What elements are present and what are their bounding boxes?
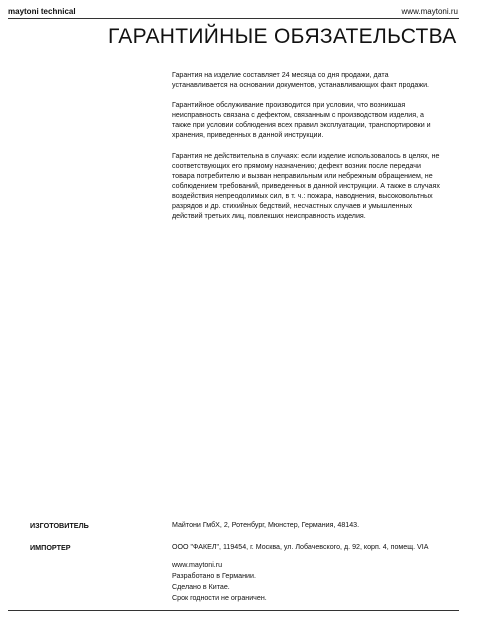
header-divider bbox=[8, 18, 459, 19]
manufacturer-label: ИЗГОТОВИТЕЛЬ bbox=[30, 521, 89, 530]
brand-label: maytoni technical bbox=[8, 7, 76, 16]
footer-website: www.maytoni.ru bbox=[172, 561, 223, 569]
importer-label: ИМПОРТЕР bbox=[30, 543, 71, 552]
footer-made-in: Сделано в Китае. bbox=[172, 583, 230, 591]
footer-info bbox=[172, 560, 267, 604]
footer-developed: Разработано в Германии. bbox=[172, 572, 256, 580]
page-title: ГАРАНТИЙНЫЕ ОБЯЗАТЕЛЬСТВА bbox=[108, 25, 457, 48]
paragraph-warranty-service: Гарантийное обслуживание производится при условии, что возникшая неисправность связана с дефектом, связанным с производством изделия, а также при условии соблюдения всех правил эксплуатации, транспортировки и хранения, приведенных в данной инструкции. bbox=[172, 101, 431, 140]
warranty-body bbox=[172, 70, 442, 231]
paragraph-warranty-period: Гарантия на изделие составляет 24 месяца со дня продажи, дата устанавливается на основании документов, устанавливающих факт продажи. bbox=[172, 71, 429, 90]
header-website: www.maytoni.ru bbox=[401, 7, 458, 16]
footer-divider bbox=[8, 610, 459, 611]
paragraph-warranty-exclusions: Гарантия не действительна в случаях: если изделие использовалось в целях, не соответствующих его прямому назначению; дефект возник после передачи товара потребителю и вызван неправильным или небрежным обращением, не соблюдением требований, приведенных в данной инструкции. А также в случаях воздействия непреодолимых сил, в т. ч.: пожара, наводнения, высоковольтных разрядов и др. стихийных бедствий, несчастных случаев и умышленных действий третьих лиц, повлекших неисправность изделия. bbox=[172, 151, 440, 221]
manufacturer-value: Майтони ГмбХ, 2, Ротенбург, Мюнстер, Германия, 48143. bbox=[172, 521, 360, 529]
importer-value: ООО "ФАКЕЛ", 119454, г. Москва, ул. Лобачевского, д. 92, корп. 4, помещ. VIA bbox=[172, 543, 429, 551]
footer-shelf-life: Срок годности не ограничен. bbox=[172, 594, 267, 602]
